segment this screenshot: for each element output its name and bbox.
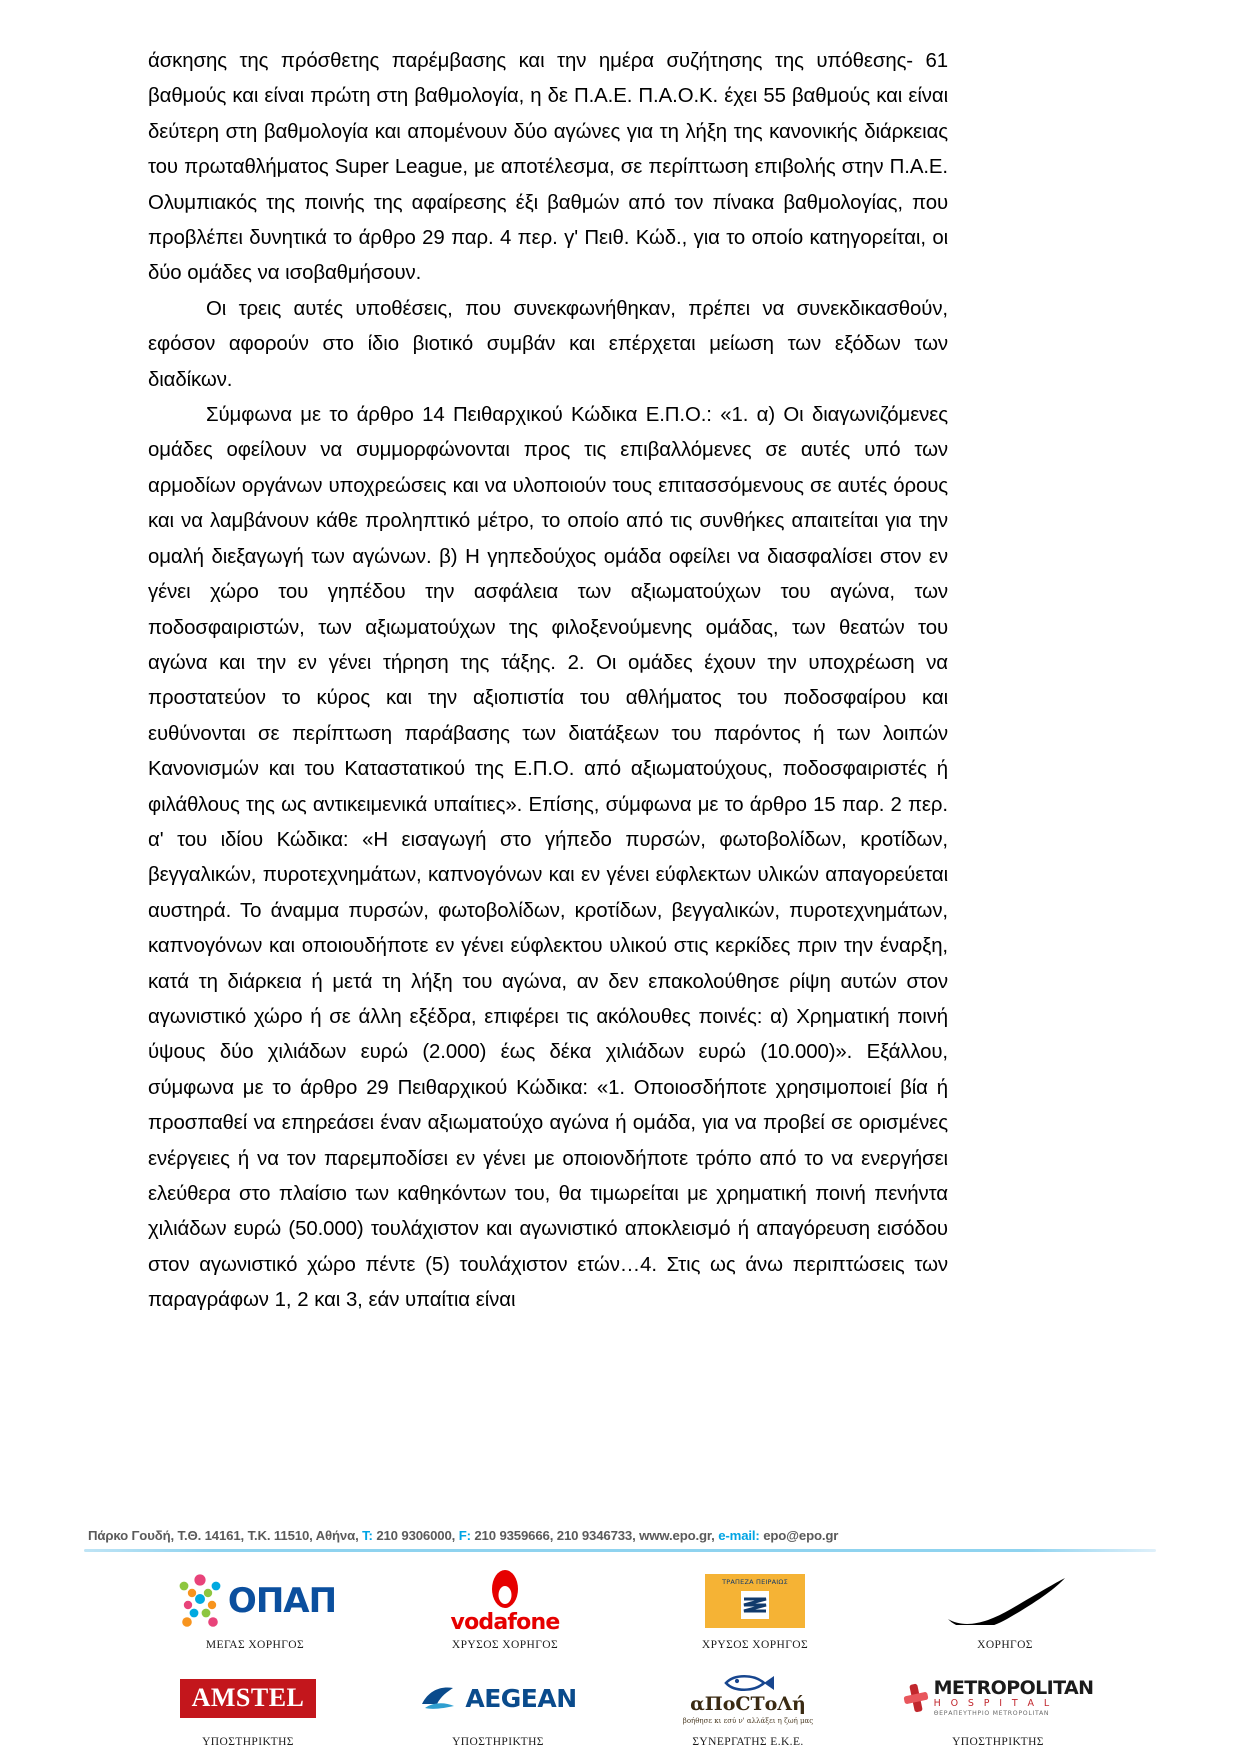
- sponsor-row-secondary: [0, 1667, 1240, 1748]
- metropolitan-wordmark: METROPOLITAN: [933, 1677, 1094, 1700]
- piraeus-logo: [705, 1570, 805, 1632]
- piraeus-caption: ΧΡΥΣΟΣ ΧΟΡΗΓΟΣ: [701, 1639, 809, 1651]
- aegean-caption: ΥΠΟΣΤΗΡΙΚΤΗΣ: [452, 1736, 544, 1748]
- sponsor-row-primary: [0, 1570, 1240, 1651]
- aegean-bird-icon: [419, 1682, 459, 1714]
- metropolitan-logo: [903, 1667, 1094, 1729]
- apostoli-wordmark: αΠοCΤοΛή: [690, 1692, 806, 1715]
- paragraph-3: Σύμφωνα με το άρθρο 14 Πειθαρχικού Κώδικα Ε.Π.Ο.: «1. α) Οι διαγωνιζόμενες ομάδες οφείλουν να συμμορφώνονται προς τις επιβαλλόμενες σε αυτές υπό των αρμοδίων οργάνων υποχρεώσεις και να υλοποιούν τους επιτασσόμενους σε αυτές όρους και να λαμβάνουν κάθε προληπτικό μέτρο, το οποίο από τις συνθήκες απαιτείται για την ομαλή διεξαγωγή των αγώνων. β) Η γηπεδούχος ομάδα οφείλει να διασφαλίσει στον εν γένει χώρο του γηπέδου την ασφάλεια των αξιωματούχων του αγώνα, των ποδοσφαιριστών, των αξιωματούχων της φιλοξενούμενης ομάδας, των θεατών του αγώνα και την εν γένει τήρηση της τάξης. 2. Οι ομάδες έχουν την υποχρέωση να προστατεύον το κύρος και την αξιοπιστία του αθλήματος του ποδοσφαίρου και ευθύνονται σε περίπτωση παράβασης των διατάξεων του παρόντος ή των λοιπών Κανονισμών και του Καταστατικού της Ε.Π.Ο. από αξιωματούχους, ποδοσφαιριστές ή φιλάθλους της ως αντικειμενικά υπαίτιες». Επίσης, σύμφωνα με το άρθρο 15 παρ. 2 περ. α' του ιδίου Κώδικα: «Η εισαγωγή στο γήπεδο πυρσών, φωτοβολίδων, κροτίδων, βεγγαλικών, πυροτεχνημάτων, καπνογόνων και εν γένει εύφλεκτων υλικών απαγορεύεται αυστηρά. Το άναμμα πυρσών, φωτοβολίδων, κροτίδων, βεγγαλικών, πυροτεχνημάτων, καπνογόνων και οποιουδήποτε εν γένει εύφλεκτου υλικού στις κερκίδες πριν την έναρξη, κατά τη διάρκεια ή μετά τη λήξη του αγώνα, αν δεν επακολούθησε ρίψη αυτών στον αγωνιστικό χώρο ή σε άλλη εξέδρα, επιφέρει τις ακόλουθες ποινές: α) Χρηματική ποινή ύψους δύο χιλιάδων ευρώ (2.000) έως δέκα χιλιάδων ευρώ (10.000)». Εξάλλου, σύμφωνα με το άρθρο 29 Πειθαρχικού Κώδικα: «1. Οποιοσδήποτε χρησιμοποιεί βία ή προσπαθεί να επηρεάσει έναν αξιωματούχο αγώνα ή ομάδα, για να προβεί σε ορισμένες ενέργειες ή να τον παρεμποδίσει εν γένει με οποιονδήποτε τρόπο από το να ενεργήσει ελεύθερα στο πλαίσιο των καθηκόντων του, θα τιμωρείται με χρηματική ποινή πενήντα χιλιάδων ευρώ (50.000) τουλάχιστον και αγωνιστικό αποκλεισμό ή απαγόρευση εισόδου στον αγωνιστικό χώρο πέντε (5) τουλάχιστον ετών…4. Στις ως άνω περιπτώσεις των παραγράφων 1, 2 και 3, εάν υπαίτια είναι: [148, 404, 948, 1312]
- sponsor-nike: [880, 1570, 1130, 1651]
- footer-phone-label: T:: [362, 1528, 373, 1543]
- nike-logo: [943, 1570, 1067, 1632]
- sponsor-aegean: [373, 1667, 623, 1748]
- footer-address: Πάρκο Γουδή, Τ.Θ. 14161, Τ.Κ. 11510, Αθήνα,: [88, 1528, 359, 1543]
- vodafone-caption: ΧΡΥΣΟΣ ΧΟΡΗΓΟΣ: [451, 1639, 559, 1651]
- sponsor-section: [0, 1570, 1240, 1748]
- metropolitan-cross-icon: [903, 1683, 929, 1713]
- vodafone-logo: [450, 1570, 560, 1635]
- amstel-caption: ΥΠΟΣΤΗΡΙΚΤΗΣ: [202, 1736, 294, 1748]
- vodafone-speechmark-icon: [485, 1569, 525, 1611]
- paragraph-1: άσκησης της πρόσθετης παρέμβασης και την ημέρα συζήτησης της υπόθεσης- 61 βαθμούς και είναι πρώτη στη βαθμολογία, η δε Π.Α.Ε. Π.Α.Ο.Κ. έχει 55 βαθμούς και είναι δεύτερη στη βαθμολογία και απομένουν δύο αγώνες για τη λήξη της κανονικής διάρκειας του πρωταθλήματος Super League, με αποτέλεσμα, σε περίπτωση επιβολής στην Π.Α.Ε. Ολυμπιακός της ποινής της αφαίρεσης έξι βαθμών από τον πίνακα βαθμολογίας, που προβλέπει δυνητικά το άρθρο 29 παρ. 4 περ. γ' Πειθ. Κώδ., για το οποίο κατηγορείται, οι δύο ομάδες να ισοβαθμήσουν.: [148, 50, 948, 285]
- sponsor-opap: [130, 1570, 380, 1651]
- footer-website[interactable]: www.epo.gr,: [639, 1528, 715, 1543]
- apostoli-logo: [683, 1667, 813, 1729]
- nike-caption: ΧΟΡΗΓΟΣ: [977, 1639, 1033, 1651]
- opap-figure-icon: [174, 1573, 226, 1629]
- sponsor-apostoli: [623, 1667, 873, 1748]
- aegean-wordmark: AEGEAN: [465, 1683, 577, 1713]
- sponsor-amstel: [123, 1667, 373, 1748]
- document-text-body: [148, 44, 948, 1319]
- metropolitan-sub2: ΘΕΡΑΠΕΥΤΗΡΙΟ METROPOLITAN: [933, 1709, 1050, 1717]
- footer-email-label: e-mail:: [718, 1528, 760, 1543]
- sponsor-piraeus-bank: [630, 1570, 880, 1651]
- footer-divider: [84, 1549, 1156, 1552]
- sponsor-metropolitan: [873, 1667, 1123, 1748]
- apostoli-fish-icon: [720, 1672, 776, 1694]
- paragraph-2: Οι τρεις αυτές υποθέσεις, που συνεκφωνήθηκαν, πρέπει να συνεκδικασθούν, εφόσον αφορούν στο ίδιο βιοτικό συμβάν και επέρχεται μείωση των εξόδων των διαδίκων.: [148, 297, 948, 391]
- footer-phone: 210 9306000,: [376, 1528, 456, 1543]
- opap-caption: ΜΕΓΑΣ ΧΟΡΗΓΟΣ: [205, 1639, 305, 1651]
- footer-fax: 210 9359666, 210 9346733,: [474, 1528, 636, 1543]
- piraeus-wordmark: ΤΡΑΠΕΖΑ ΠΕΙΡΑΙΩΣ: [722, 1578, 788, 1586]
- nike-swoosh-icon: [943, 1577, 1067, 1625]
- amstel-wordmark: AMSTEL: [191, 1682, 305, 1712]
- footer: [84, 1528, 1156, 1552]
- sponsor-vodafone: [380, 1570, 630, 1651]
- aegean-logo: [419, 1667, 576, 1729]
- opap-logo: [174, 1570, 336, 1632]
- vodafone-wordmark: vodafone: [450, 1609, 560, 1635]
- metropolitan-caption: ΥΠΟΣΤΗΡΙΚΤΗΣ: [952, 1736, 1044, 1748]
- amstel-logo: [180, 1667, 317, 1729]
- footer-email[interactable]: epo@epo.gr: [763, 1528, 839, 1543]
- piraeus-wave-icon: [739, 1589, 771, 1621]
- opap-wordmark: ΟΠΑΠ: [227, 1581, 337, 1621]
- metropolitan-sub1: H O S P I T A L: [933, 1698, 1053, 1710]
- apostoli-tagline: βοήθησε κι εσύ ν' αλλάξει η ζωή μας: [682, 1716, 814, 1725]
- apostoli-caption: ΣΥΝΕΡΓΑΤΗΣ Ε.Κ.Ε.: [692, 1736, 804, 1748]
- footer-fax-label: F:: [458, 1528, 471, 1543]
- footer-contact-line: [84, 1528, 1156, 1544]
